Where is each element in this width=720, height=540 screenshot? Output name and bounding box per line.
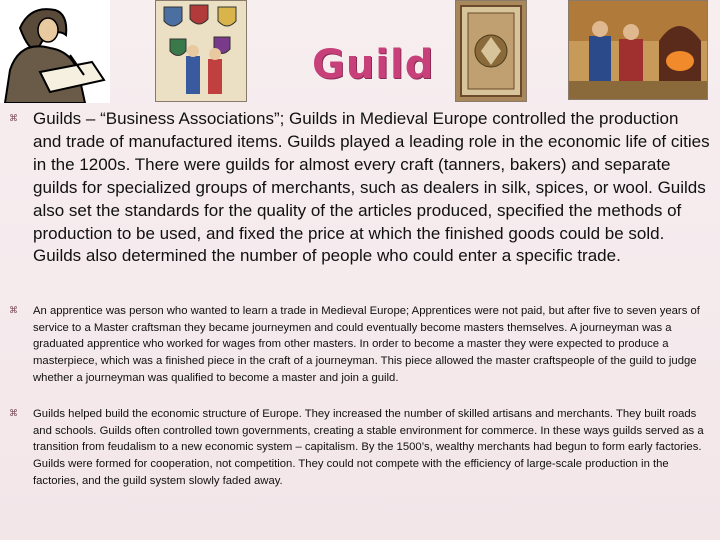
- paragraph-guilds-definition: Guilds – “Business Associations”; Guilds in Medieval Europe controlled the production and trade of manufactured items. Guilds played a leading role in the economic life of cities in the 1200s. There were guilds for almost every craft (tanners, bakers) and separate guilds for specialized groups of merchants, such as dealers in silk, spices, or wool. Guilds also set the standards for the quality of the articles produced, specified the methods of production to be used, and fixed the price at which the finished goods could be sold. Guilds also determined the number of people who could enter a specific trade.: [33, 109, 710, 266]
- monk-scribe-clipart-icon: [0, 0, 110, 103]
- medieval-guild-shields-illustration-icon: [155, 0, 247, 102]
- medieval-bakers-painting-icon: [568, 0, 708, 100]
- paragraph-economic-structure: Guilds helped build the economic structure of Europe. They increased the number of skilled artisans and merchants. They built roads and schools. Guilds often controlled town governments, creating a stable environment for commerce. In these ways guilds served as a transition from feudalism to a new economic system – capitalism. By the 1500’s, wealthy merchants had begun to form early factories. Guilds were formed for cooperation, not competition. They could not compete with the efficiency of large-scale production in the factories, and the guild system slowly faded away.: [33, 408, 704, 487]
- paragraph-apprentice: An apprentice was person who wanted to learn a trade in Medieval Europe; Apprentices were not paid, but after five to seven years of service to a Master craftsman they became journeymen and could eventually become masters themselves. A journeyman was a graduated apprentice who worked for wages from other masters. In order to become a master they were expected to produce a masterpiece, which was a finished piece in the craft of a journeyman. This piece allowed the master craftspeople of the guild to judge whether a journeyman was qualified to become a master and join a guild.: [33, 305, 700, 384]
- guild-tapestry-icon: [455, 0, 527, 102]
- bullet-icon: ⌘: [9, 306, 18, 316]
- bullet-icon: ⌘: [9, 409, 18, 419]
- slide-title: Guild: [312, 42, 435, 88]
- bullet-icon: ⌘: [9, 114, 18, 124]
